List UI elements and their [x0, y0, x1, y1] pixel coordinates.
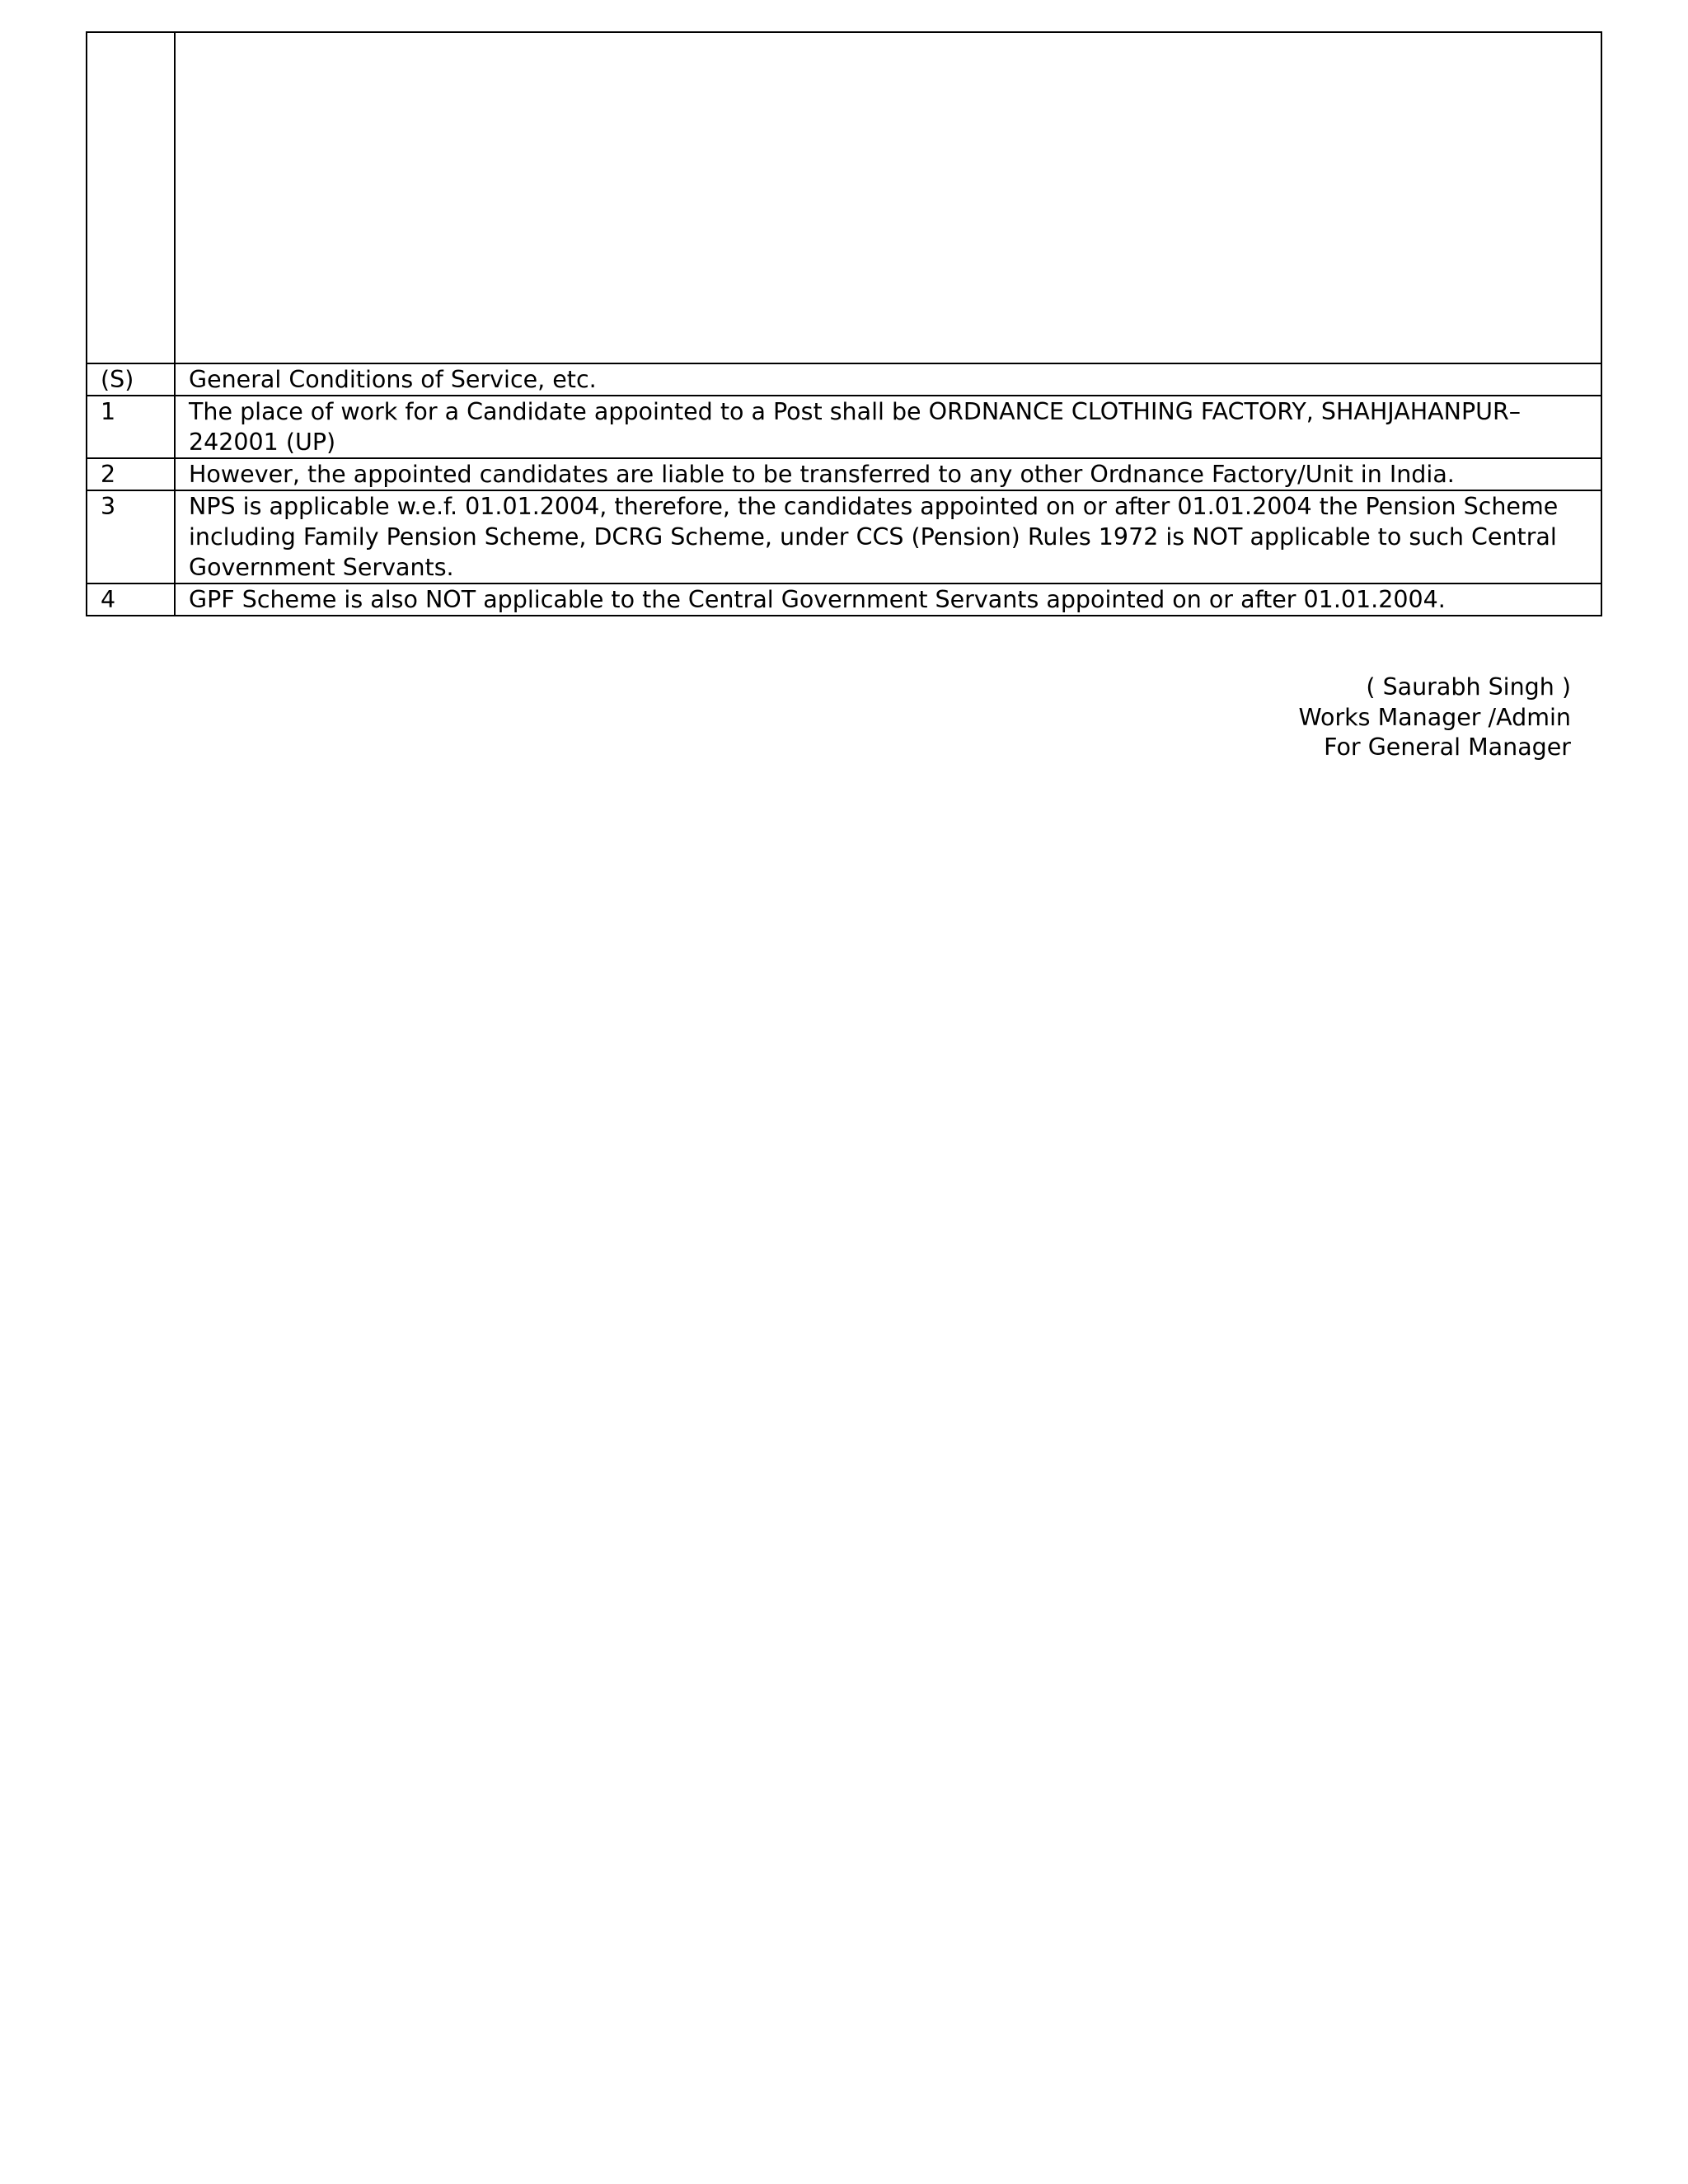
row-number: 1 [87, 396, 175, 458]
table-row-blank [87, 32, 1601, 363]
row-text: The place of work for a Candidate appointed to a Post shall be ORDNANCE CLOTHING FACTORY, SHAHJAHANPUR–242001 (UP) [175, 396, 1601, 458]
row-text: General Conditions of Service, etc. [175, 363, 1601, 396]
row-text: However, the appointed candidates are liable to be transferred to any other Ordnance Factory/Unit in India. [175, 458, 1601, 490]
signatory-designation: Works Manager /Admin [1298, 703, 1571, 731]
row-text: NPS is applicable w.e.f. 01.01.2004, therefore, the candidates appointed on or after 01.01.2004 the Pension Scheme including Family Pension Scheme, DCRG Scheme, under CCS (Pension) Rules 1972 is NOT applicable to such Central Government Servants. [175, 490, 1601, 583]
row-number: 3 [87, 490, 175, 583]
row-number: 4 [87, 583, 175, 616]
signatory-name: ( Saurabh Singh ) [1366, 673, 1571, 701]
table-row-section-heading [87, 363, 1601, 396]
table-row [87, 490, 1601, 583]
signature-block [1299, 673, 1572, 763]
table-row [87, 396, 1601, 458]
row-number: 2 [87, 458, 175, 490]
table-row [87, 458, 1601, 490]
row-text: GPF Scheme is also NOT applicable to the Central Government Servants appointed on or after 01.01.2004. [175, 583, 1601, 616]
signatory-for-line: For General Manager [1324, 733, 1571, 761]
row-number: (S) [87, 363, 175, 396]
blank-num-cell [87, 32, 175, 363]
blank-text-cell [175, 32, 1601, 363]
conditions-table [86, 31, 1602, 616]
table-row [87, 583, 1601, 616]
